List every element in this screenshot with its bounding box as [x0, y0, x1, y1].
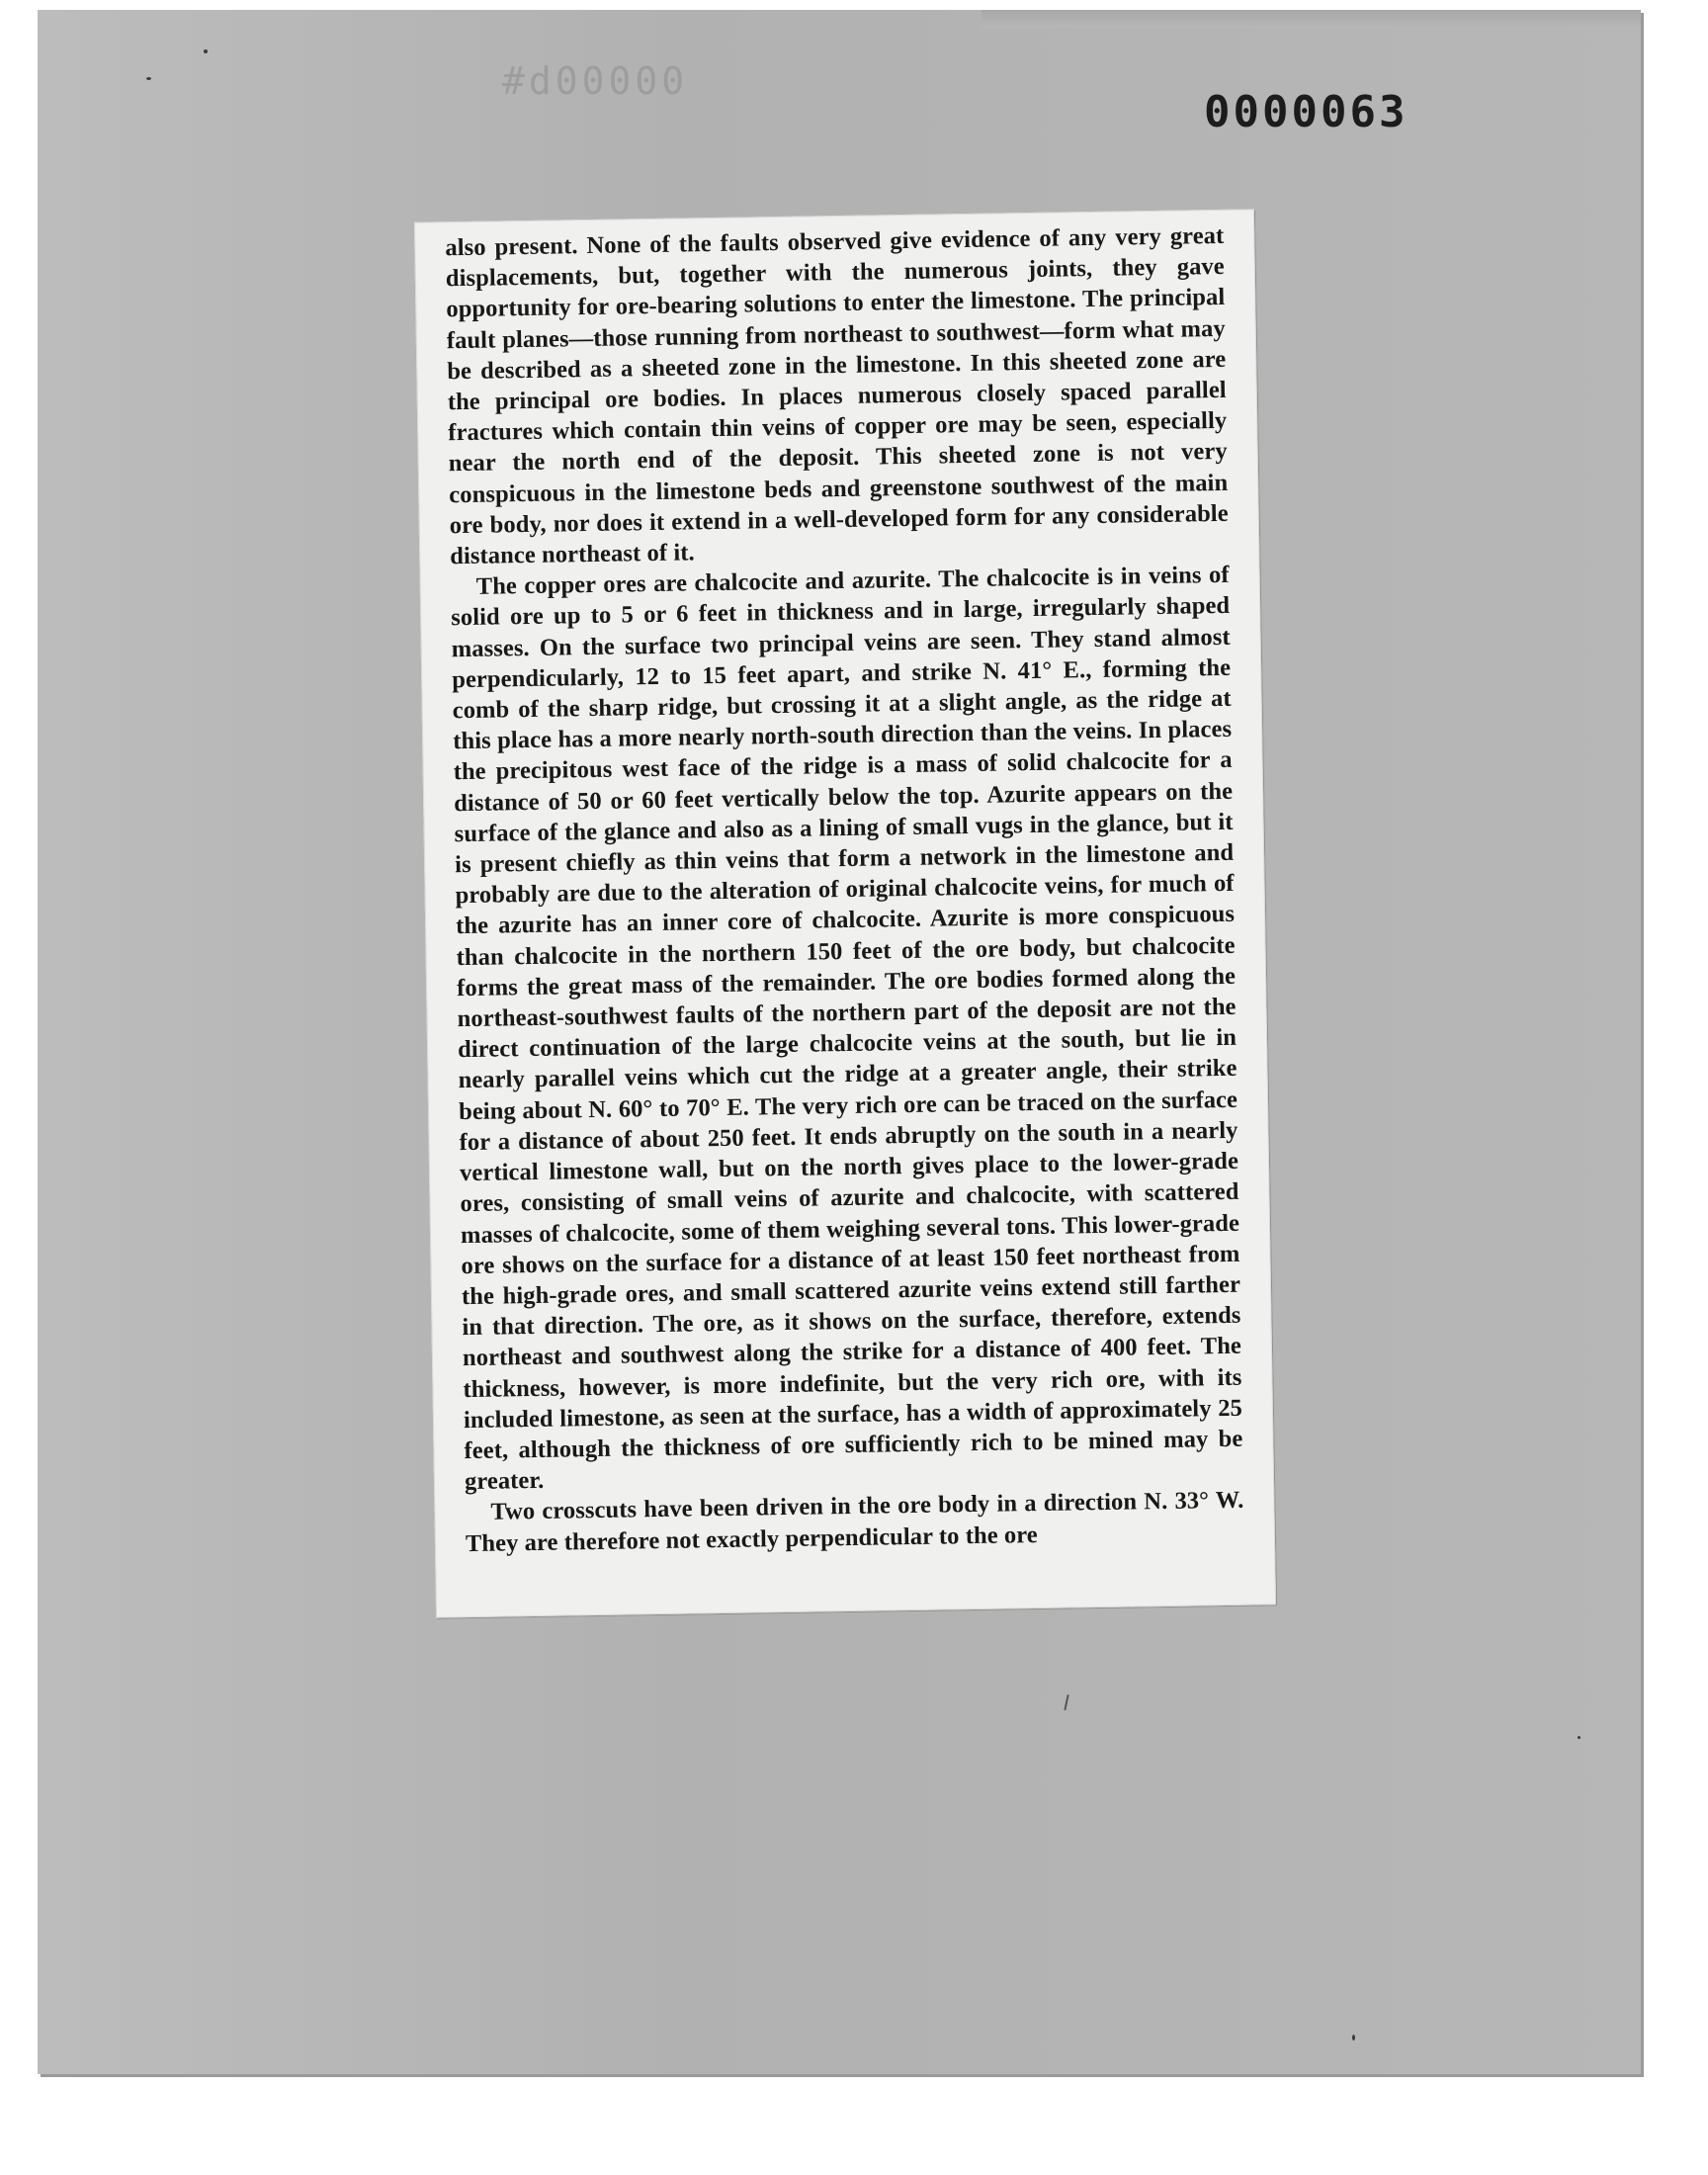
clipping-paragraph-2: The copper ores are chalcocite and azurite. The chalcocite is in veins of solid ore up to 5 or 6 feet in thickness and in large, irregularly shaped masses. On the surface two principal veins are seen. They stand almost perpendicularly, 12 to 15 feet apart, and strike N. 41° E., forming the comb of the sharp ridge, but crossing it at a slight angle, as the ridge at this place has a more nearly north-south direction than the veins. In places the precipitous west face of the ridge is a mass of solid chalcocite for a distance of 50 or 60 feet vertically below the top. Azurite appears on the surface of the glance and also as a lining of small vugs in the glance, but it is present chiefly as thin veins that form a network in the limestone and probably are due to the alteration of original chalcocite veins, for much of the azurite has an inner core of chalcocite. Azurite is more conspicuous than chalcocite in the northern 150 feet of the ore body, but chalcocite forms the great mass of the remainder. The ore bodies formed along the northeast-southwest faults of the northern part of the deposit are not the direct continuation of the large chalcocite veins at the south, but lie in nearly parallel veins which cut the ridge at a greater angle, their strike being about N. 60° to 70° E. The very rich ore can be traced on the surface for a distance of about 250 feet. It ends abruptly on the south in a nearly vertical limestone wall, but on the north gives place to the lower-grade ores, consisting of small veins of azurite and chalcocite, with scattered masses of chalcocite, some of them weighing several tons. This lower-grade ore shows on the surface for a distance of at least 150 feet northeast from the high-grade ores, and small scattered azurite veins extend still farther in that direction. The ore, as it shows on the surface, therefore, extends northeast and southwest along the strike for a distance of 400 feet. The thickness, however, is more indefinite, but the very rich ore, with its included limestone, as seen at the surface, has a width of approximately 25 feet, although the thickness of ore sufficiently rich to be mined may be greater. — [451, 562, 1243, 1496]
clipping-paragraph-3: Two crosscuts have been driven in the ore body in a direction N. 33° W. They are therefore not exactly perpendicular to the ore — [465, 1487, 1244, 1557]
page-stamp-number: 0000063 — [1204, 87, 1409, 137]
scan-speck — [146, 77, 151, 80]
clipping-paragraph-1: also present. None of the faults observed give evidence of any very great displacements, but, together with the numerous joints, they gave opportunity for ore-bearing solutions to enter the limestone. The principal fault planes—those running from northeast to southwest—form what may be described as a sheeted zone in the limestone. In this sheeted zone are the principal ore bodies. In places numerous closely spaced parallel fractures which contain thin veins of copper ore may be seen, especially near the north end of the deposit. This sheeted zone is not very conspicuous in the limestone beds and greenstone southwest of the main ore body, nor does it extend in a well-developed form for any considerable distance northeast of it. — [445, 221, 1229, 570]
newspaper-clipping — [414, 209, 1276, 1617]
pencil-mark — [1064, 1695, 1068, 1710]
faded-stamp-number: #d00000 — [502, 59, 689, 103]
scanned-page — [38, 10, 1641, 2074]
scan-speck — [1352, 2035, 1355, 2041]
scan-speck — [204, 49, 208, 53]
scan-speck — [1578, 1736, 1580, 1739]
page-fold — [982, 10, 1641, 28]
